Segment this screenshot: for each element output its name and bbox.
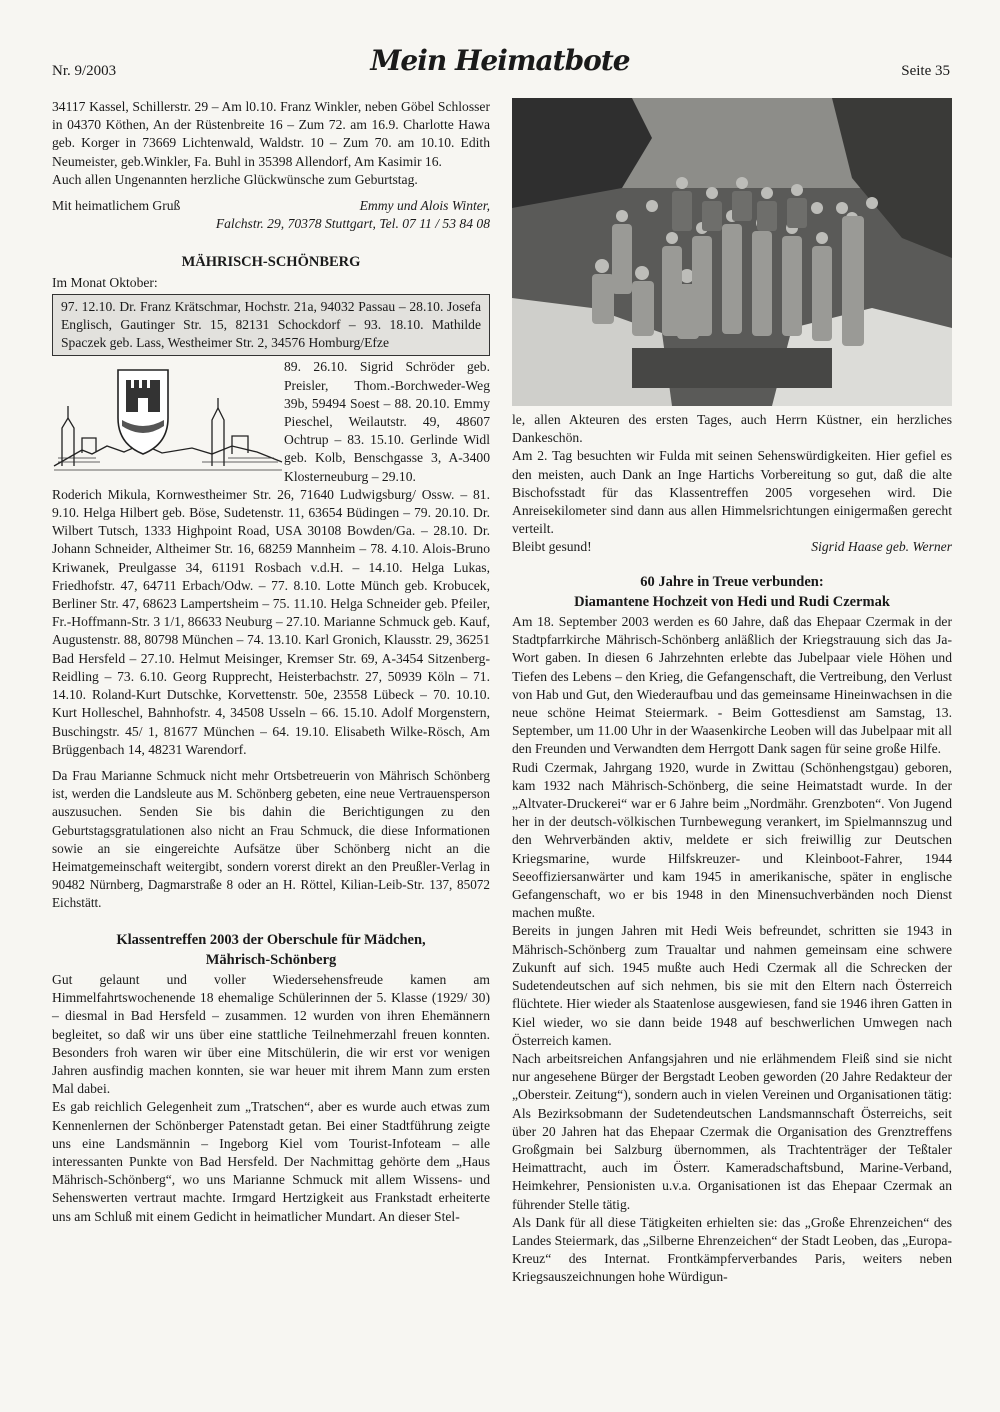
- intro-paragraph: 34117 Kassel, Schillerstr. 29 – Am l0.10. Franz Winkler, neben Göbel Schlosser in 04370 Köthen, An der Rüstenbreite 16 – Zum 72. am 16.9. Charlotte Hawa geb. Korger in 73669 Lichtenwald, Waldstr. 10 – Zum 70. am 10.10. Edith Neumeister, geb.Winkler, Fa. Buhl in 35398 Allendorf, Am Kasimir 16.: [52, 99, 490, 169]
- highlight-box: 97. 12.10. Dr. Franz Krätschmar, Hochstr. 21a, 94032 Passau – 28.10. Josefa Englisch, Gautinger Str. 15, 82131 Schockdorf – 93. 18.10. Mathilde Spaczek geb. Lass, Westheimer Str. 2, 34576 Homburg/Efze: [52, 294, 490, 357]
- group-photo: [512, 98, 952, 406]
- klassentreffen-paragraph-2: Es gab reichlich Gelegenheit zum „Tratschen“, aber es wurde auch etwas zum Kennenlernen der Schönberger Patenstadt getan. Bei einer Stadtführung zeigte uns eine Landsmännin – Ingeborg Kiel vom Tourist-Infoteam – alle interessanten Punkte von Bad Hersfeld. Der Nachmittag gehörte dem „Haus Mährisch-Schönberg“, wo uns Marianne Schmuck mit allem Wissens- und Sehenswerten vertraut machte. Irmgard Hertzigkeit aus Frankstadt erheiterte uns am Schluß mit einem Gedicht in heimatlicher Mundart. An dieser Stel-: [52, 1099, 490, 1224]
- klassentreffen-paragraph-1: Gut gelaunt und voller Wiedersehensfreude kamen am Himmelfahrtswochenende 18 ehemalige Schülerinnen der 5. Klasse (1929/ 30) – diesmal in Bad Hersfeld – zusammen. 12 wurden von ihren Ehemännern begleitet, so daß wir uns über eine stattliche Teilnehmerzahl freuen konnten. Besonders froh waren wir über eine Mitschülerin, die wir erst vor wenigen Jahren ausfindig machen konnten, sie war heuer mit ihrem Mann zum ersten Mal dabei.: [52, 971, 490, 1097]
- emblem-block: [52, 358, 490, 485]
- hochzeit-paragraph-3: Bereits in jungen Jahren mit Hedi Weis befreundet, schritten sie 1943 in Mährisch-Schönberg zum Traualtar und nahmen gemeinsam eine schwere Zukunft auf sich. 1945 mußte auch Hedi Czermak all die Schrecken der Sudetendeutschen auf sich nehmen, bis sie mit den Eltern nach Österreich flüchtete. Hier wieder als Staatenlose ausgewiesen, fand sie 1946 ihren Gatten in Kiel wieder, wo sie dann beide 1948 auf beschwerlichen Umwegen nach Österreich kamen.: [512, 923, 952, 1048]
- greeting-line: [52, 197, 490, 215]
- closing-signature: Sigrid Haase geb. Werner: [811, 539, 952, 555]
- klassentreffen-continuation: le, allen Akteuren des ersten Tages, auch Herrn Küstner, ein herzliches Dankeschön.: [512, 412, 952, 446]
- emblem-side-text: 89. 26.10. Sigrid Schröder geb. Preisler, Thom.-Borchweder-Weg 39b, 59494 Soest – 88. 20.10. Emmy Pieschel, Weilautstr. 49, 48607 Ochtrup – 83. 15.10. Gerlinde Widl geb. Kolb, Benschgasse 3, A-3400 Klosterneuburg – 29.10.: [284, 359, 490, 484]
- greeting-address: Falchstr. 29, 70378 Stuttgart, Tel. 07 11 / 53 84 08: [215, 216, 490, 232]
- right-column: [512, 411, 952, 1287]
- section-subtitle: Im Monat Oktober:: [52, 274, 158, 290]
- closing: Bleibt gesund!: [512, 539, 592, 555]
- town-coat-of-arms-illustration: [52, 358, 284, 476]
- klassentreffen-paragraph-3: Am 2. Tag besuchten wir Fulda mit seinen Sehenswürdigkeiten. Hier gefiel es den meisten, auch Dank an Inge Hartichs Vorbereitung so gut, daß die alte Bischofsstadt für das Klassentreffen 2005 vorgesehen wird. Die Anreisekilometer sind dann aus allen Himmelsrichtungen einigermaßen gerecht verteilt.: [512, 448, 952, 537]
- wishes-paragraph: Auch allen Ungenannten herzliche Glückwünsche zum Geburtstag.: [52, 171, 418, 187]
- hochzeit-paragraph-5: Als Dank für all diese Tätigkeiten erhielten sie: das „Große Ehrenzeichen“ des Landes Steiermark, das „Silberne Ehrenzeichen“ der Stadt Leoben, das „Europa-Kreuz“ des Internat. Frontkämpferverbandes Paris, weiters neben Kriegsauszeichnungen hohe Würdigun-: [512, 1214, 952, 1285]
- closing-line: [512, 538, 952, 556]
- greeting: Mit heimatlichem Gruß: [52, 198, 181, 214]
- section-title-diamantene-hochzeit-2: Diamantene Hochzeit von Hedi und Rudi Czermak: [574, 593, 890, 610]
- section-title-diamantene-hochzeit-1: 60 Jahre in Treue verbunden:: [640, 573, 824, 590]
- section-title-maehrisch-schoenberg: MÄHRISCH-SCHÖNBERG: [181, 254, 361, 271]
- hochzeit-paragraph-4: Nach arbeitsreichen Anfangsjahren und nie erlähmendem Fleiß sind sie nicht nur angesehene Bürger der Bergstadt Leoben geworden (20 Jahre Redakteur der „Obersteir. Zeitung“), sondern auch in vielen Vereinen und Organisationen tätig: Als Bezirksobmann der Sudetendeutschen Landsmannschaft Österreichs, seit über 20 Jahren hat das Ehepaar Czermak die Organisation des Grenztreffens Großgmain bei Salzburg übernommen, als Trachtenträger der Teßtaler Heimattracht, auch im Österr. Kameradschaftsbund, Marine-Verband, Heimkehrer, Pensionisten u.v.a. Organisationen ist das Ehepaar Czermak an führender Stelle tätig.: [512, 1050, 952, 1212]
- hochzeit-paragraph-2: Rudi Czermak, Jahrgang 1920, wurde in Zwittau (Schönhengstgau) geboren, kam 1932 nach Mährisch-Schönberg, die seine Heimatstadt wurde. In der „Altvater-Druckerei“ war er 6 Jahre beim „Nordmähr. Grenzboten“. Von Jugend her in der deutsch-völkischen Turnbewegung verankert, im Spielmannszug und den Wehrverbänden aktiv, meldete er sich freiwillig zur Deutschen Kriegsmarine, wurde Hilfskreuzer- und Kleinboot-Fahrer, 1944 Seeoffiziersanwärter und kam 1945 in amerikanische, später in englische Gefangenschaft, wo er bis 1948 in den Minensuchverbänden noch Dienst machen mußte.: [512, 759, 952, 921]
- section-title-klassentreffen-1: Klassentreffen 2003 der Oberschule für Mädchen,: [116, 931, 426, 948]
- section-title-klassentreffen-2: Mährisch-Schönberg: [205, 951, 337, 968]
- notice-paragraph: Da Frau Marianne Schmuck nicht mehr Ortsbetreuerin von Mährisch Schönberg ist, werden die Landsleute aus M. Schönberg gebeten, eine neue Vertrauensperson auszusuchen. Senden Sie bis dahin die Berichtigungen zu den Geburtstagsgratulationen also nicht an Frau Schmuck, die diese Informationen sowie an sie eingereichte Aufsätze über Schönberg nicht an die Heimatgemeinschaft weitergibt, sondern vorerst direkt an den Preußler-Verlag in 90482 Nürnberg, Dagmarstraße 8 oder an H. Röttel, Kilian-Leib-Str. 137, 85072 Eichstätt.: [52, 767, 490, 911]
- left-column: [52, 98, 490, 1226]
- page-number: Seite 35: [901, 63, 950, 79]
- hochzeit-paragraph-1: Am 18. September 2003 werden es 60 Jahre, daß das Ehepaar Czermak in der Stadtpfarrkirche Mährisch-Schönberg anläßlich der Kriegstrauung sich das Ja-Wort gaben. In diesen 6 Jahrzehnten erlebte das Jubelpaar viele Höhen und Tiefen des Lebens – den Krieg, die Gefangenschaft, die Vertreibung, den Verlust von Hab und Gut, den Wiederaufbau und das gemeinsame Hineinwachsen in die neue schöne Heimat Steiermark. - Beim Gottesdienst am Samstag, 13. September, um 11.00 Uhr in der Waasenkirche Leoben will das Jubelpaar mit all den Freunden und Verwandten dem Herrgott Dank sagen für seine große Hilfe.: [512, 614, 952, 757]
- birthday-list: Roderich Mikula, Kornwestheimer Str. 26, 71640 Ludwigsburg/ Ossw. – 81. 9.10. Helga Hilbert geb. Böse, Sudetenstr. 11, 63654 Büdingen – 79. 20.10. Dr. Wilbert Tutsch, 1333 Highpoint Road, USA 30108 Bowden/Ga. – 28.10. Dr. Johann Schneider, Altheimer Str. 16, 68259 Mannheim – 78. 4.10. Alois-Bruno Kriwanek, Preulgasse 34, 61191 Rosbach v.d.H. – 14.10. Helga Lukas, Friedhofstr. 47, 64711 Erbach/Odw. – 77. 8.10. Lotte Münch geb. Krobucek, Berliner Str. 47, 68623 Lampertsheim – 75. 11.10. Helga Schneider geb. Pfeiler, Fr.-Hoffmann-Str. 3 1/1, 86633 Neuburg – 27.10. Marianne Schmuck geb. Kauf, Augustenstr. 88, 80798 München – 74. 13.10. Karl Gronich, Klausstr. 29, 36251 Bad Hersfeld – 27.10. Helmut Meisinger, Kremser Str. 69, A-3454 Sitzenberg-Reidling – 73. 6.10. Georg Rupprecht, Heisterbachstr. 27, 50939 Köln – 71. 14.10. Roland-Kurt Dutschke, Korvettenstr. 50e, 23558 Lübeck – 70. 10.10. Kurt Holleschel, Bahnhofstr. 4, 34508 Usseln – 66. 15.10. Adolf Morgenstern, Buschingstr. 45/ 1, 81677 München – 64. 19.10. Elisabeth Wilke-Rösch, Am Brüggenbach 14, 48231 Warendorf.: [52, 486, 490, 757]
- issue-number: Nr. 9/2003: [52, 63, 117, 79]
- group-photo-illustration: [512, 98, 952, 406]
- newspaper-title: Mein Heimatbote: [370, 44, 630, 77]
- greeting-names: Emmy und Alois Winter,: [359, 198, 490, 214]
